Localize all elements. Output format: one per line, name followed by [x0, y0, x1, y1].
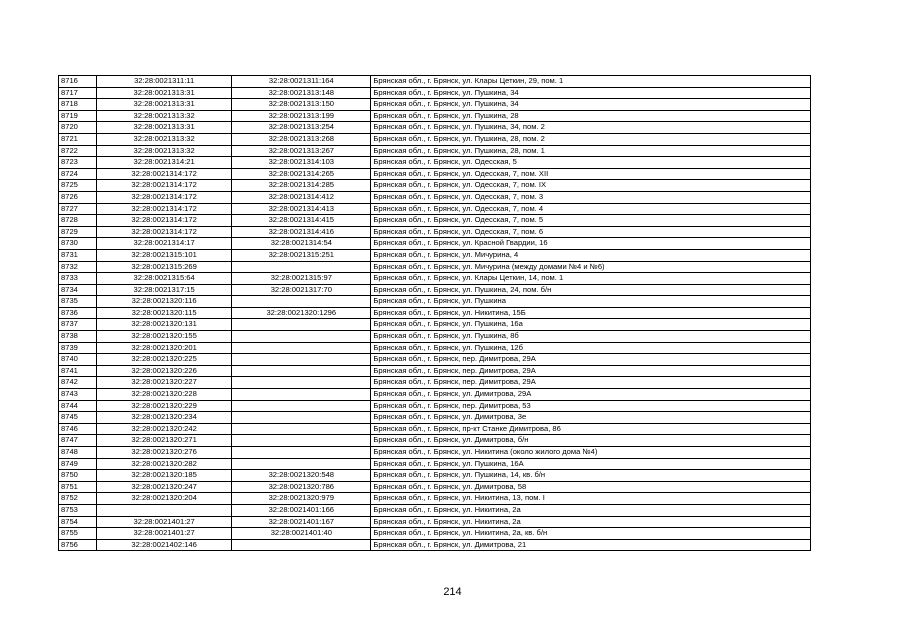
- table-row: [59, 238, 811, 250]
- table-row: [59, 412, 811, 424]
- row-number-cell: 8741: [59, 365, 97, 377]
- object-cadastral-number-cell: [232, 458, 371, 470]
- object-cadastral-number-cell: 32:28:0021313:150: [232, 99, 371, 111]
- table-row: [59, 284, 811, 296]
- land-cadastral-number-cell: 32:28:0021401:27: [97, 528, 232, 540]
- object-cadastral-number-cell: 32:28:0021313:254: [232, 122, 371, 134]
- address-cell: Брянская обл., г. Брянск, ул. Пушкина, 28, пом. 1: [371, 145, 811, 157]
- row-number-cell: 8719: [59, 110, 97, 122]
- row-number-cell: 8746: [59, 423, 97, 435]
- land-cadastral-number-cell: 32:28:0021320:271: [97, 435, 232, 447]
- address-cell: Брянская обл., г. Брянск, ул. Пушкина, 28: [371, 110, 811, 122]
- address-cell: Брянская обл., г. Брянск, ул. Пушкина, 34: [371, 99, 811, 111]
- records-table: [58, 75, 811, 551]
- row-number-cell: 8747: [59, 435, 97, 447]
- table-row: [59, 157, 811, 169]
- land-cadastral-number-cell: 32:28:0021313:31: [97, 87, 232, 99]
- table-row: [59, 377, 811, 389]
- land-cadastral-number-cell: 32:28:0021314:17: [97, 238, 232, 250]
- table-row: [59, 203, 811, 215]
- row-number-cell: 8724: [59, 168, 97, 180]
- table-row: [59, 516, 811, 528]
- row-number-cell: 8738: [59, 331, 97, 343]
- address-cell: Брянская обл., г. Брянск, ул. Красной Гвардии, 16: [371, 238, 811, 250]
- address-cell: Брянская обл., г. Брянск, пер. Димитрова, 29А: [371, 377, 811, 389]
- row-number-cell: 8721: [59, 133, 97, 145]
- object-cadastral-number-cell: [232, 377, 371, 389]
- object-cadastral-number-cell: 32:28:0021314:285: [232, 180, 371, 192]
- address-cell: Брянская обл., г. Брянск, ул. Димитрова, 3е: [371, 412, 811, 424]
- table-row: [59, 76, 811, 88]
- table-row: [59, 458, 811, 470]
- row-number-cell: 8739: [59, 342, 97, 354]
- row-number-cell: 8727: [59, 203, 97, 215]
- row-number-cell: 8731: [59, 249, 97, 261]
- table-row: [59, 273, 811, 285]
- object-cadastral-number-cell: [232, 400, 371, 412]
- object-cadastral-number-cell: 32:28:0021314:415: [232, 215, 371, 227]
- table-row: [59, 528, 811, 540]
- table-row: [59, 191, 811, 203]
- row-number-cell: 8730: [59, 238, 97, 250]
- land-cadastral-number-cell: 32:28:0021320:185: [97, 470, 232, 482]
- land-cadastral-number-cell: 32:28:0021314:172: [97, 226, 232, 238]
- address-cell: Брянская обл., г. Брянск, ул. Пушкина, 14, кв. б/н: [371, 470, 811, 482]
- address-cell: Брянская обл., г. Брянск, ул. Никитина, 2а, кв. б/н: [371, 528, 811, 540]
- table-row: [59, 365, 811, 377]
- row-number-cell: 8735: [59, 296, 97, 308]
- address-cell: Брянская обл., г. Брянск, ул. Одесская, 5: [371, 157, 811, 169]
- object-cadastral-number-cell: 32:28:0021317:70: [232, 284, 371, 296]
- table-row: [59, 493, 811, 505]
- land-cadastral-number-cell: 32:28:0021320:228: [97, 389, 232, 401]
- table-row: [59, 423, 811, 435]
- object-cadastral-number-cell: 32:28:0021315:97: [232, 273, 371, 285]
- address-cell: Брянская обл., г. Брянск, ул. Димитрова, 21: [371, 539, 811, 551]
- object-cadastral-number-cell: [232, 539, 371, 551]
- land-cadastral-number-cell: 32:28:0021320:116: [97, 296, 232, 308]
- table-row: [59, 307, 811, 319]
- land-cadastral-number-cell: 32:28:0021313:32: [97, 110, 232, 122]
- row-number-cell: 8744: [59, 400, 97, 412]
- row-number-cell: 8717: [59, 87, 97, 99]
- table-row: [59, 331, 811, 343]
- address-cell: Брянская обл., г. Брянск, ул. Одесская, 7, пом. 6: [371, 226, 811, 238]
- row-number-cell: 8732: [59, 261, 97, 273]
- address-cell: Брянская обл., г. Брянск, ул. Клары Цеткин, 14, пом. 1: [371, 273, 811, 285]
- object-cadastral-number-cell: 32:28:0021314:412: [232, 191, 371, 203]
- row-number-cell: 8742: [59, 377, 97, 389]
- table-row: [59, 145, 811, 157]
- row-number-cell: 8734: [59, 284, 97, 296]
- land-cadastral-number-cell: [97, 504, 232, 516]
- land-cadastral-number-cell: 32:28:0021320:227: [97, 377, 232, 389]
- row-number-cell: 8743: [59, 389, 97, 401]
- land-cadastral-number-cell: 32:28:0021313:31: [97, 122, 232, 134]
- object-cadastral-number-cell: 32:28:0021314:265: [232, 168, 371, 180]
- land-cadastral-number-cell: 32:28:0021402:146: [97, 539, 232, 551]
- address-cell: Брянская обл., г. Брянск, ул. Одесская, 7, пом. 3: [371, 191, 811, 203]
- table-row: [59, 122, 811, 134]
- table-row: [59, 226, 811, 238]
- table-row: [59, 481, 811, 493]
- land-cadastral-number-cell: 32:28:0021320:115: [97, 307, 232, 319]
- object-cadastral-number-cell: 32:28:0021320:548: [232, 470, 371, 482]
- row-number-cell: 8749: [59, 458, 97, 470]
- table-row: [59, 354, 811, 366]
- land-cadastral-number-cell: 32:28:0021314:172: [97, 215, 232, 227]
- object-cadastral-number-cell: 32:28:0021313:148: [232, 87, 371, 99]
- address-cell: Брянская обл., г. Брянск, пер. Димитрова, 29А: [371, 354, 811, 366]
- row-number-cell: 8723: [59, 157, 97, 169]
- address-cell: Брянская обл., г. Брянск, ул. Пушкина, 34: [371, 87, 811, 99]
- table-row: [59, 447, 811, 459]
- object-cadastral-number-cell: [232, 435, 371, 447]
- table-row: [59, 215, 811, 227]
- object-cadastral-number-cell: [232, 331, 371, 343]
- land-cadastral-number-cell: 32:28:0021314:172: [97, 180, 232, 192]
- address-cell: Брянская обл., г. Брянск, пер. Димитрова, 53: [371, 400, 811, 412]
- land-cadastral-number-cell: 32:28:0021314:21: [97, 157, 232, 169]
- address-cell: Брянская обл., г. Брянск, ул. Димитрова, 58: [371, 481, 811, 493]
- row-number-cell: 8729: [59, 226, 97, 238]
- land-cadastral-number-cell: 32:28:0021314:172: [97, 191, 232, 203]
- object-cadastral-number-cell: [232, 389, 371, 401]
- object-cadastral-number-cell: [232, 365, 371, 377]
- land-cadastral-number-cell: 32:28:0021317:15: [97, 284, 232, 296]
- row-number-cell: 8754: [59, 516, 97, 528]
- address-cell: Брянская обл., г. Брянск, ул. Пушкина: [371, 296, 811, 308]
- row-number-cell: 8737: [59, 319, 97, 331]
- table-row: [59, 400, 811, 412]
- table-row: [59, 389, 811, 401]
- address-cell: Брянская обл., г. Брянск, ул. Одесская, 7, пом. 5: [371, 215, 811, 227]
- page-number: 214: [443, 586, 462, 598]
- row-number-cell: 8720: [59, 122, 97, 134]
- address-cell: Брянская обл., г. Брянск, ул. Пушкина, 12б: [371, 342, 811, 354]
- object-cadastral-number-cell: 32:28:0021314:413: [232, 203, 371, 215]
- table-row: [59, 87, 811, 99]
- address-cell: Брянская обл., г. Брянск, ул. Клары Цеткин, 29, пом. 1: [371, 76, 811, 88]
- land-cadastral-number-cell: 32:28:0021320:234: [97, 412, 232, 424]
- address-cell: Брянская обл., г. Брянск, ул. Одесская, 7, пом. XII: [371, 168, 811, 180]
- object-cadastral-number-cell: 32:28:0021315:251: [232, 249, 371, 261]
- object-cadastral-number-cell: 32:28:0021320:979: [232, 493, 371, 505]
- land-cadastral-number-cell: 32:28:0021314:172: [97, 203, 232, 215]
- row-number-cell: 8756: [59, 539, 97, 551]
- address-cell: Брянская обл., г. Брянск, ул. Мичурина (между домами №4 и №6): [371, 261, 811, 273]
- address-cell: Брянская обл., г. Брянск, ул. Никитина, 2а: [371, 504, 811, 516]
- row-number-cell: 8750: [59, 470, 97, 482]
- table-row: [59, 504, 811, 516]
- table-row: [59, 180, 811, 192]
- address-cell: Брянская обл., г. Брянск, ул. Одесская, 7, пом. 4: [371, 203, 811, 215]
- object-cadastral-number-cell: 32:28:0021314:103: [232, 157, 371, 169]
- address-cell: Брянская обл., г. Брянск, ул. Пушкина, 28, пом. 2: [371, 133, 811, 145]
- row-number-cell: 8716: [59, 76, 97, 88]
- object-cadastral-number-cell: 32:28:0021313:199: [232, 110, 371, 122]
- address-cell: Брянская обл., г. Брянск, ул. Одесская, 7, пом. IX: [371, 180, 811, 192]
- address-cell: Брянская обл., г. Брянск, пер. Димитрова, 29А: [371, 365, 811, 377]
- table-row: [59, 261, 811, 273]
- row-number-cell: 8725: [59, 180, 97, 192]
- land-cadastral-number-cell: 32:28:0021320:204: [97, 493, 232, 505]
- address-cell: Брянская обл., г. Брянск, ул. Пушкина, 16а: [371, 319, 811, 331]
- land-cadastral-number-cell: 32:28:0021320:229: [97, 400, 232, 412]
- object-cadastral-number-cell: 32:28:0021313:268: [232, 133, 371, 145]
- object-cadastral-number-cell: [232, 296, 371, 308]
- address-cell: Брянская обл., г. Брянск, ул. Никитина, 15Б: [371, 307, 811, 319]
- row-number-cell: 8745: [59, 412, 97, 424]
- object-cadastral-number-cell: [232, 319, 371, 331]
- land-cadastral-number-cell: 32:28:0021320:247: [97, 481, 232, 493]
- address-cell: Брянская обл., г. Брянск, ул. Никитина, 2а: [371, 516, 811, 528]
- object-cadastral-number-cell: 32:28:0021401:40: [232, 528, 371, 540]
- row-number-cell: 8755: [59, 528, 97, 540]
- object-cadastral-number-cell: [232, 412, 371, 424]
- row-number-cell: 8728: [59, 215, 97, 227]
- land-cadastral-number-cell: 32:28:0021315:269: [97, 261, 232, 273]
- object-cadastral-number-cell: 32:28:0021314:416: [232, 226, 371, 238]
- object-cadastral-number-cell: [232, 261, 371, 273]
- object-cadastral-number-cell: 32:28:0021320:786: [232, 481, 371, 493]
- land-cadastral-number-cell: 32:28:0021320:242: [97, 423, 232, 435]
- object-cadastral-number-cell: 32:28:0021320:1296: [232, 307, 371, 319]
- row-number-cell: 8736: [59, 307, 97, 319]
- land-cadastral-number-cell: 32:28:0021320:201: [97, 342, 232, 354]
- table-row: [59, 99, 811, 111]
- address-cell: Брянская обл., г. Брянск, ул. Димитрова, б/н: [371, 435, 811, 447]
- row-number-cell: 8740: [59, 354, 97, 366]
- land-cadastral-number-cell: 32:28:0021320:276: [97, 447, 232, 459]
- land-cadastral-number-cell: 32:28:0021401:27: [97, 516, 232, 528]
- address-cell: Брянская обл., г. Брянск, пр-кт Станке Димитрова, 86: [371, 423, 811, 435]
- address-cell: Брянская обл., г. Брянск, ул. Никитина, 13, пом. I: [371, 493, 811, 505]
- land-cadastral-number-cell: 32:28:0021320:131: [97, 319, 232, 331]
- row-number-cell: 8748: [59, 447, 97, 459]
- object-cadastral-number-cell: 32:28:0021313:267: [232, 145, 371, 157]
- address-cell: Брянская обл., г. Брянск, ул. Пушкина, 24, пом. б/н: [371, 284, 811, 296]
- land-cadastral-number-cell: 32:28:0021320:155: [97, 331, 232, 343]
- row-number-cell: 8751: [59, 481, 97, 493]
- object-cadastral-number-cell: [232, 447, 371, 459]
- table-row: [59, 296, 811, 308]
- object-cadastral-number-cell: [232, 423, 371, 435]
- object-cadastral-number-cell: [232, 354, 371, 366]
- table-row: [59, 249, 811, 261]
- object-cadastral-number-cell: 32:28:0021401:167: [232, 516, 371, 528]
- table-row: [59, 470, 811, 482]
- row-number-cell: 8722: [59, 145, 97, 157]
- land-cadastral-number-cell: 32:28:0021320:226: [97, 365, 232, 377]
- land-cadastral-number-cell: 32:28:0021315:101: [97, 249, 232, 261]
- address-cell: Брянская обл., г. Брянск, ул. Пушкина, 34, пом. 2: [371, 122, 811, 134]
- address-cell: Брянская обл., г. Брянск, ул. Димитрова, 29А: [371, 389, 811, 401]
- address-cell: Брянская обл., г. Брянск, ул. Мичурина, 4: [371, 249, 811, 261]
- table-row: [59, 133, 811, 145]
- land-cadastral-number-cell: 32:28:0021311:11: [97, 76, 232, 88]
- row-number-cell: 8752: [59, 493, 97, 505]
- table-row: [59, 435, 811, 447]
- land-cadastral-number-cell: 32:28:0021313:32: [97, 133, 232, 145]
- object-cadastral-number-cell: 32:28:0021314:54: [232, 238, 371, 250]
- land-cadastral-number-cell: 32:28:0021320:225: [97, 354, 232, 366]
- land-cadastral-number-cell: 32:28:0021314:172: [97, 168, 232, 180]
- land-cadastral-number-cell: 32:28:0021320:282: [97, 458, 232, 470]
- records-table-body: [59, 76, 811, 551]
- table-row: [59, 342, 811, 354]
- table-row: [59, 319, 811, 331]
- object-cadastral-number-cell: [232, 342, 371, 354]
- address-cell: Брянская обл., г. Брянск, ул. Никитина (около жилого дома №4): [371, 447, 811, 459]
- land-cadastral-number-cell: 32:28:0021313:31: [97, 99, 232, 111]
- row-number-cell: 8753: [59, 504, 97, 516]
- table-row: [59, 110, 811, 122]
- land-cadastral-number-cell: 32:28:0021313:32: [97, 145, 232, 157]
- address-cell: Брянская обл., г. Брянск, ул. Пушкина, 16А: [371, 458, 811, 470]
- row-number-cell: 8733: [59, 273, 97, 285]
- row-number-cell: 8726: [59, 191, 97, 203]
- table-row: [59, 539, 811, 551]
- row-number-cell: 8718: [59, 99, 97, 111]
- address-cell: Брянская обл., г. Брянск, ул. Пушкина, 8б: [371, 331, 811, 343]
- object-cadastral-number-cell: 32:28:0021401:166: [232, 504, 371, 516]
- object-cadastral-number-cell: 32:28:0021311:164: [232, 76, 371, 88]
- table-row: [59, 168, 811, 180]
- land-cadastral-number-cell: 32:28:0021315:64: [97, 273, 232, 285]
